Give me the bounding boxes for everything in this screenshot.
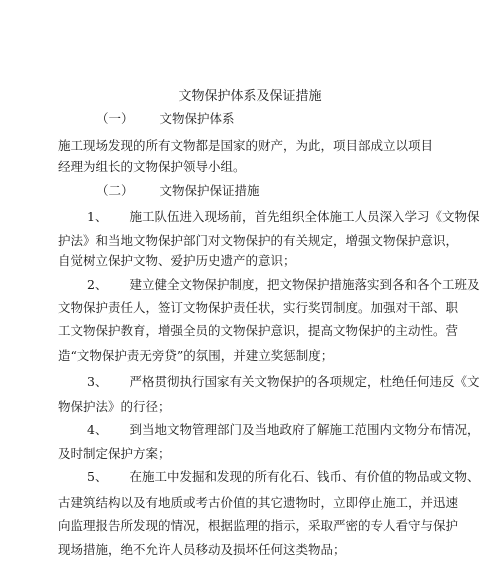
paragraph-line: 现场措施，绝不允许人员移动及损坏任何这类物品；	[58, 542, 346, 557]
item-number: 4、	[87, 422, 108, 437]
item-text: 在施工中发掘和发现的所有化石、钱币、有价值的物品或文物、	[129, 469, 480, 484]
list-item-first-line	[87, 467, 479, 485]
item-number: 2、	[87, 277, 108, 292]
document-title: 文物保护体系及保证措施	[178, 89, 322, 104]
paragraph-line: 施工现场发现的所有文物都是国家的财产，为此，项目部成立以项目	[58, 138, 434, 153]
paragraph-line: 经理为组长的文物保护领导小组。	[58, 159, 246, 174]
list-item-first-line	[87, 207, 479, 225]
paragraph-line: 工文物保护教育，增强全员的文物保护意识，提高文物保护的主动性。营	[58, 323, 459, 338]
item-number: 3、	[87, 374, 108, 389]
item-number: 5、	[87, 469, 108, 484]
paragraph-line: 古建筑结构以及有地质或考古价值的其它遗物时，立即停止施工，并迅速	[58, 495, 459, 510]
item-number: 1、	[87, 209, 108, 224]
section-heading-2	[96, 181, 260, 199]
section-number: （一）	[96, 111, 134, 126]
paragraph-line: 物保护法》的行径；	[58, 399, 171, 414]
list-item-first-line	[87, 420, 479, 438]
list-item-first-line	[87, 372, 479, 390]
section-number: （二）	[96, 183, 134, 198]
paragraph-line: 自觉树立保护文物、爱护历史遗产的意识；	[58, 253, 296, 268]
paragraph-line: 向监理报告所发现的情况，根据监理的指示，采取严密的专人看守与保护	[58, 518, 459, 533]
list-item-first-line	[87, 275, 479, 293]
item-text: 施工队伍进入现场前，首先组织全体施工人员深入学习《文物保	[129, 209, 480, 224]
paragraph-line: 造“文物保护责无旁贷”的氛围，并建立奖惩制度；	[58, 348, 334, 363]
section-heading-1	[96, 109, 235, 127]
item-text: 建立健全文物保护制度，把文物保护措施落实到各和各个工班及	[129, 277, 480, 292]
paragraph-line: 护法》和当地文物保护部门对文物保护的有关规定，增强文物保护意识，	[58, 233, 459, 248]
item-text: 到当地文物管理部门及当地政府了解施工范围内文物分布情况，	[129, 422, 480, 437]
item-text: 严格贯彻执行国家有关文物保护的各项规定，杜绝任何违反《文	[129, 374, 480, 389]
section-title: 文物保护保证措施	[159, 183, 260, 198]
paragraph-line: 及时制定保护方案；	[58, 446, 171, 461]
paragraph-line: 文物保护责任人，签订文物保护责任状，实行奖罚制度。加强对干部、职	[58, 300, 459, 315]
section-title: 文物保护体系	[159, 111, 235, 126]
